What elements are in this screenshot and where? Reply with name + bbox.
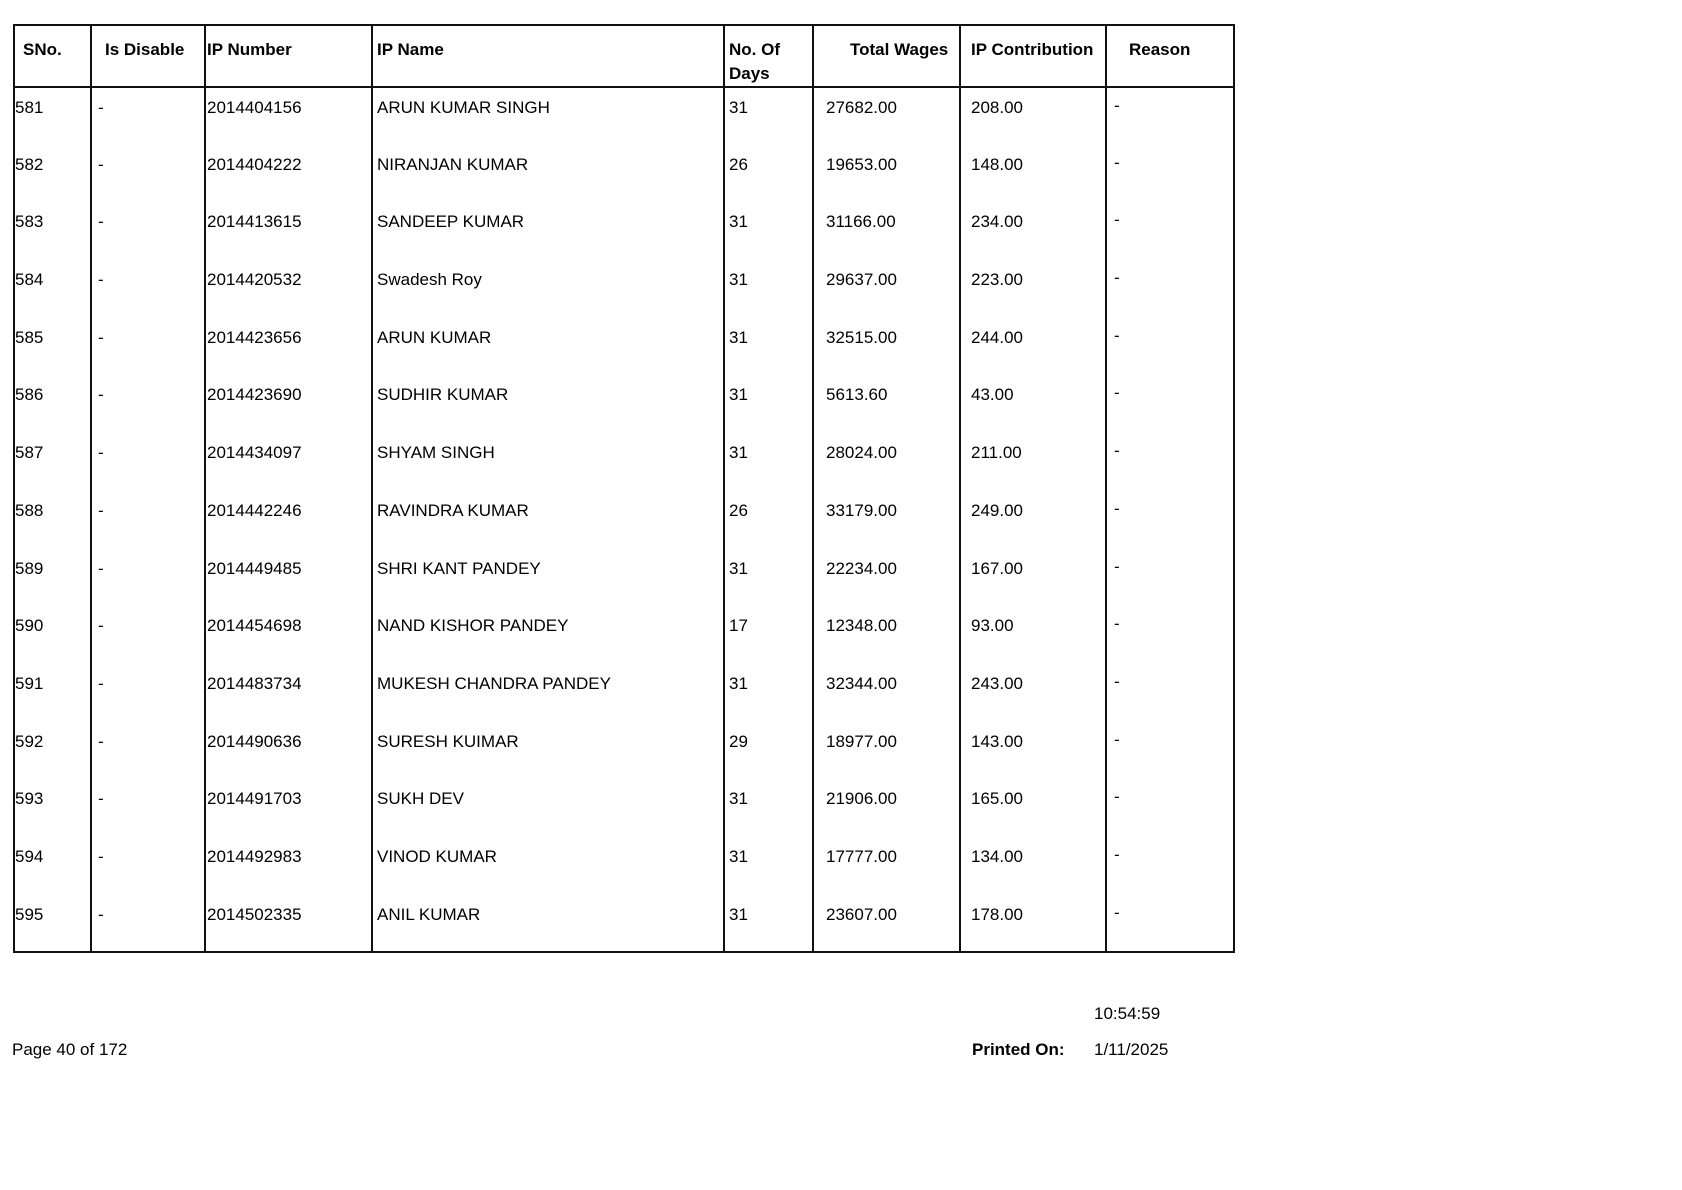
is-disable-cell: - [91,145,205,203]
ip-number-cell: 2014413615 [205,202,372,260]
ip-contribution-cell: 165.00 [960,779,1106,837]
sno-cell: 595 [15,904,44,924]
ip-number-cell: 2014491703 [205,779,372,837]
reason-cell: - [1106,260,1234,318]
ip-contribution-cell: 143.00 [960,722,1106,780]
days-cell: 31 [724,87,813,145]
contribution-table [13,24,1235,953]
table-row [14,491,1234,549]
ip-name-cell: SURESH KUIMAR [372,722,724,780]
ip-name-cell: SANDEEP KUMAR [372,202,724,260]
ip-number-cell: 2014483734 [205,664,372,722]
days-cell: 17 [724,606,813,664]
ip-contribution-cell: 134.00 [960,837,1106,895]
ip-number-cell: 2014449485 [205,549,372,607]
ip-name-cell: ARUN KUMAR SINGH [372,87,724,145]
sno-cell: 583 [15,212,44,232]
table-row [14,260,1234,318]
ip-contribution-cell: 223.00 [960,260,1106,318]
is-disable-cell: - [91,202,205,260]
total-wages-cell: 32515.00 [813,318,960,376]
days-cell: 31 [724,549,813,607]
reason-cell: - [1106,433,1234,491]
ip-name-cell: SUDHIR KUMAR [372,375,724,433]
ip-contribution-cell: 244.00 [960,318,1106,376]
header-ip-contribution: IP Contribution [960,25,1106,87]
ip-number-cell: 2014404156 [205,87,372,145]
header-reason: Reason [1106,25,1234,87]
is-disable-cell: - [91,722,205,780]
total-wages-cell: 5613.60 [813,375,960,433]
reason-cell: - [1106,837,1234,895]
table-row [14,895,1234,953]
ip-contribution-cell: 148.00 [960,145,1106,203]
days-cell: 31 [724,779,813,837]
days-cell: 31 [724,375,813,433]
reason-cell: - [1106,202,1234,260]
printed-on-label: Printed On: [972,1040,1065,1059]
reason-cell: - [1106,491,1234,549]
ip-contribution-cell: 243.00 [960,664,1106,722]
days-cell: 31 [724,664,813,722]
reason-cell: - [1106,145,1234,203]
table-row [14,433,1234,491]
sno-cell: 593 [15,789,44,809]
total-wages-cell: 29637.00 [813,260,960,318]
ip-name-cell: Swadesh Roy [372,260,724,318]
ip-name-cell: VINOD KUMAR [372,837,724,895]
table-row [14,202,1234,260]
days-cell: 31 [724,260,813,318]
ip-name-cell: NIRANJAN KUMAR [372,145,724,203]
table-row [14,318,1234,376]
sno-cell: 588 [15,500,44,520]
printed-date: 1/11/2025 [1094,1040,1169,1059]
sno-cell: 591 [15,673,44,693]
ip-name-cell: RAVINDRA KUMAR [372,491,724,549]
sno-cell: 582 [15,154,44,174]
ip-name-cell: NAND KISHOR PANDEY [372,606,724,664]
ip-contribution-cell: 234.00 [960,202,1106,260]
total-wages-cell: 28024.00 [813,433,960,491]
reason-cell: - [1106,375,1234,433]
days-cell: 31 [724,433,813,491]
total-wages-cell: 33179.00 [813,491,960,549]
ip-contribution-cell: 93.00 [960,606,1106,664]
reason-cell: - [1106,318,1234,376]
ip-contribution-cell: 249.00 [960,491,1106,549]
ip-contribution-cell: 167.00 [960,549,1106,607]
is-disable-cell: - [91,433,205,491]
table-row [14,837,1234,895]
total-wages-cell: 31166.00 [813,202,960,260]
reason-cell: - [1106,722,1234,780]
is-disable-cell: - [91,318,205,376]
ip-number-cell: 2014442246 [205,491,372,549]
table-row [14,722,1234,780]
reason-cell: - [1106,664,1234,722]
sno-cell: 581 [15,98,44,117]
total-wages-cell: 12348.00 [813,606,960,664]
total-wages-cell: 22234.00 [813,549,960,607]
ip-number-cell: 2014492983 [205,837,372,895]
total-wages-cell: 17777.00 [813,837,960,895]
table-row [14,549,1234,607]
days-cell: 31 [724,202,813,260]
is-disable-cell: - [91,837,205,895]
total-wages-cell: 32344.00 [813,664,960,722]
ip-name-cell: SHRI KANT PANDEY [372,549,724,607]
printed-time: 10:54:59 [1094,1004,1161,1023]
sno-cell: 585 [15,327,44,347]
ip-name-cell: ANIL KUMAR [372,895,724,953]
days-cell: 31 [724,318,813,376]
ip-contribution-cell: 43.00 [960,375,1106,433]
header-ip-name: IP Name [372,25,724,87]
is-disable-cell: - [91,779,205,837]
ip-number-cell: 2014423690 [205,375,372,433]
is-disable-cell: - [91,260,205,318]
ip-number-cell: 2014434097 [205,433,372,491]
reason-cell: - [1106,87,1234,145]
is-disable-cell: - [91,606,205,664]
ip-contribution-cell: 211.00 [960,433,1106,491]
days-cell: 31 [724,837,813,895]
ip-contribution-cell: 208.00 [960,87,1106,145]
table-row [14,606,1234,664]
reason-cell: - [1106,606,1234,664]
ip-number-cell: 2014420532 [205,260,372,318]
table-row [14,145,1234,203]
days-cell: 26 [724,145,813,203]
reason-cell: - [1106,549,1234,607]
table-body [14,87,1234,952]
ip-name-cell: SHYAM SINGH [372,433,724,491]
total-wages-cell: 19653.00 [813,145,960,203]
sno-cell: 594 [15,846,44,866]
sno-cell: 587 [15,443,44,463]
header-ip-number: IP Number [205,25,372,87]
is-disable-cell: - [91,549,205,607]
table-header-row [14,25,1234,87]
total-wages-cell: 18977.00 [813,722,960,780]
is-disable-cell: - [91,895,205,953]
table-row [14,87,1234,145]
sno-cell: 590 [15,616,44,636]
ip-name-cell: SUKH DEV [372,779,724,837]
page-number: Page 40 of 172 [12,1040,128,1059]
ip-number-cell: 2014454698 [205,606,372,664]
reason-cell: - [1106,895,1234,953]
ip-contribution-cell: 178.00 [960,895,1106,953]
sno-cell: 592 [15,731,44,751]
header-sno: SNo. [14,25,91,87]
sno-cell: 584 [15,270,44,290]
ip-number-cell: 2014502335 [205,895,372,953]
total-wages-cell: 27682.00 [813,87,960,145]
ip-number-cell: 2014423656 [205,318,372,376]
total-wages-cell: 23607.00 [813,895,960,953]
total-wages-cell: 21906.00 [813,779,960,837]
table-row [14,779,1234,837]
header-total-wages: Total Wages [813,25,960,87]
header-is-disable: Is Disable [91,25,205,87]
days-cell: 31 [724,895,813,953]
days-cell: 26 [724,491,813,549]
ip-number-cell: 2014404222 [205,145,372,203]
ip-name-cell: MUKESH CHANDRA PANDEY [372,664,724,722]
reason-cell: - [1106,779,1234,837]
ip-name-cell: ARUN KUMAR [372,318,724,376]
ip-number-cell: 2014490636 [205,722,372,780]
is-disable-cell: - [91,87,205,145]
days-cell: 29 [724,722,813,780]
header-no-of-days: No. Of Days [724,25,813,87]
sno-cell: 589 [15,558,44,578]
is-disable-cell: - [91,664,205,722]
is-disable-cell: - [91,491,205,549]
sno-cell: 586 [15,385,44,405]
is-disable-cell: - [91,375,205,433]
table-row [14,664,1234,722]
table-row [14,375,1234,433]
